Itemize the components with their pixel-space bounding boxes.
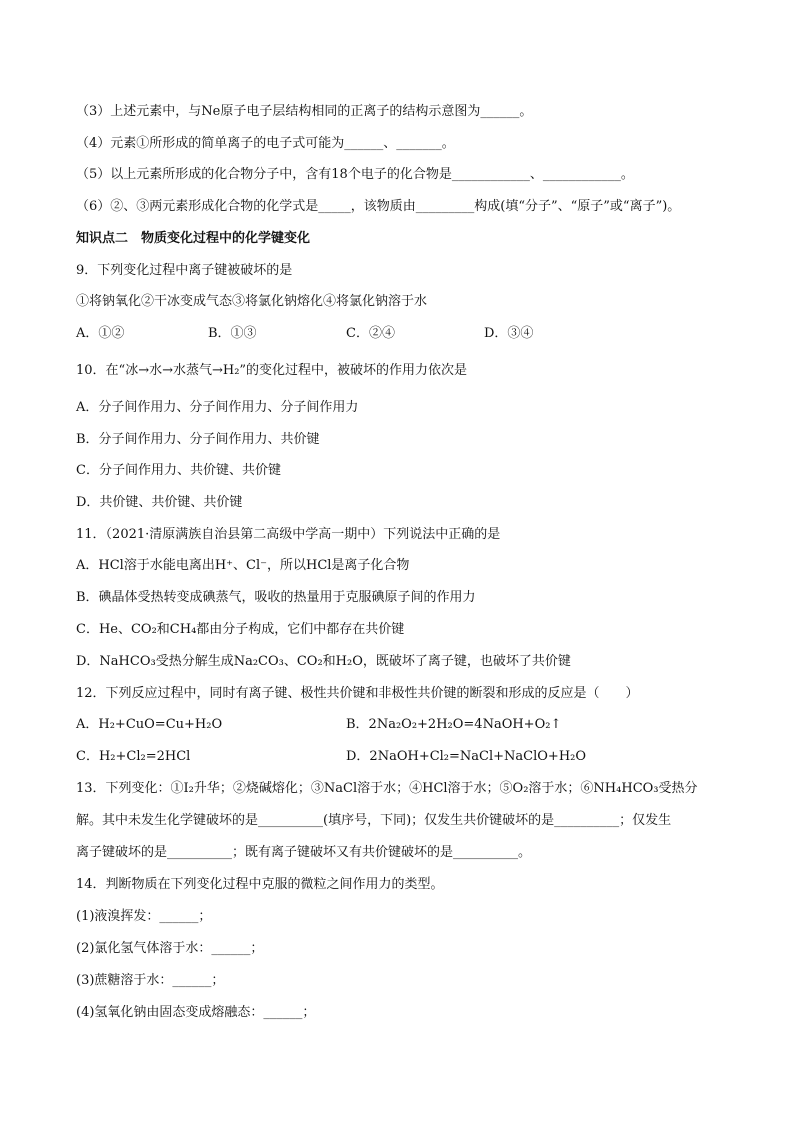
section-title: 知识点二 物质变化过程中的化学键变化 [76,231,311,246]
q11-option-d: D．NaHCO₃受热分解生成Na₂CO₃、CO₂和H₂O，既破坏了离子键，也破坏了共价键 [76,654,571,669]
q10-option-c: C．分子间作用力、共价键、共价键 [76,463,281,478]
q14-sub3: (3)蔗糖溶于水：______； [76,973,225,988]
q8-part4: （4）元素①所形成的简单离子的电子式可能为______、_______。 [76,136,455,151]
q8-part6: （6）②、③两元素形成化合物的化学式是_____，该物质由_________构成(填“分子”、“原子”或“离子”)。 [76,199,681,214]
q12-option-c: C．H₂+Cl₂=2HCl [76,749,191,764]
q13-line2: 解。其中未发生化学键破坏的是__________(填序号，下同)；仅发生共价键破坏的是__________；仅发生 [76,813,672,828]
q13-line3: 离子键破坏的是__________；既有离子键破坏又有共价键破坏的是__________。 [76,845,532,860]
q8-part3: （3）上述元素中，与Ne原子电子层结构相同的正离子的结构示意图为______。 [76,104,533,119]
q11-option-b: B．碘晶体受热转变成碘蒸气，吸收的热量用于克服碘原子间的作用力 [76,590,476,605]
q14-sub1: (1)液溴挥发：______； [76,909,212,924]
q10-option-a: A．分子间作用力、分子间作用力、分子间作用力 [76,400,359,415]
q11-option-c: C．He、CO₂和CH₄都由分子构成，它们中都存在共价键 [76,622,405,637]
q8-part5: （5）以上元素所形成的化合物分子中，含有18个电子的化合物是____________、____________。 [76,167,634,182]
q9-stem: 9．下列变化过程中离子键被破坏的是 [76,263,293,278]
q9-option-a: A．①② [76,326,125,341]
q14-sub2: (2)氯化氢气体溶于水：______； [76,941,264,956]
q9-option-d: D．③④ [484,326,534,341]
q10-option-b: B．分子间作用力、分子间作用力、共价键 [76,432,320,447]
q11-option-a: A．HCl溶于水能电离出H⁺、Cl⁻，所以HCl是离子化合物 [76,558,410,573]
q12-option-b: B．2Na₂O₂+2H₂O=4NaOH+O₂↑ [346,717,562,732]
q10-option-d: D．共价键、共价键、共价键 [76,495,243,510]
q9-sub: ①将钠氧化②干冰变成气态③将氯化钠熔化④将氯化钠溶于水 [76,294,428,309]
q14-sub4: (4)氢氧化钠由固态变成熔融态：______； [76,1005,316,1020]
q14-stem: 14．判断物质在下列变化过程中克服的微粒之间作用力的类型。 [76,877,444,892]
q9-option-b: B．①③ [208,326,257,341]
q12-option-a: A．H₂+CuO=Cu+H₂O [76,717,223,732]
q10-stem: 10．在“冰→水→水蒸气→H₂”的变化过程中，被破坏的作用力依次是 [76,363,468,378]
q11-stem: 11．（2021·清原满族自治县第二高级中学高一期中）下列说法中正确的是 [76,527,501,542]
q12-option-d: D．2NaOH+Cl₂=NaCl+NaClO+H₂O [346,749,587,764]
q9-option-c: C．②④ [346,326,395,341]
q13-line1: 13．下列变化：①I₂升华；②烧碱熔化；③NaCl溶于水；④HCl溶于水；⑤O₂溶于水；⑥NH₄HCO₃受热分 [76,781,698,796]
q12-stem: 12．下列反应过程中，同时有离子键、极性共价键和非极性共价键的断裂和形成的反应是（ ） [76,686,639,701]
